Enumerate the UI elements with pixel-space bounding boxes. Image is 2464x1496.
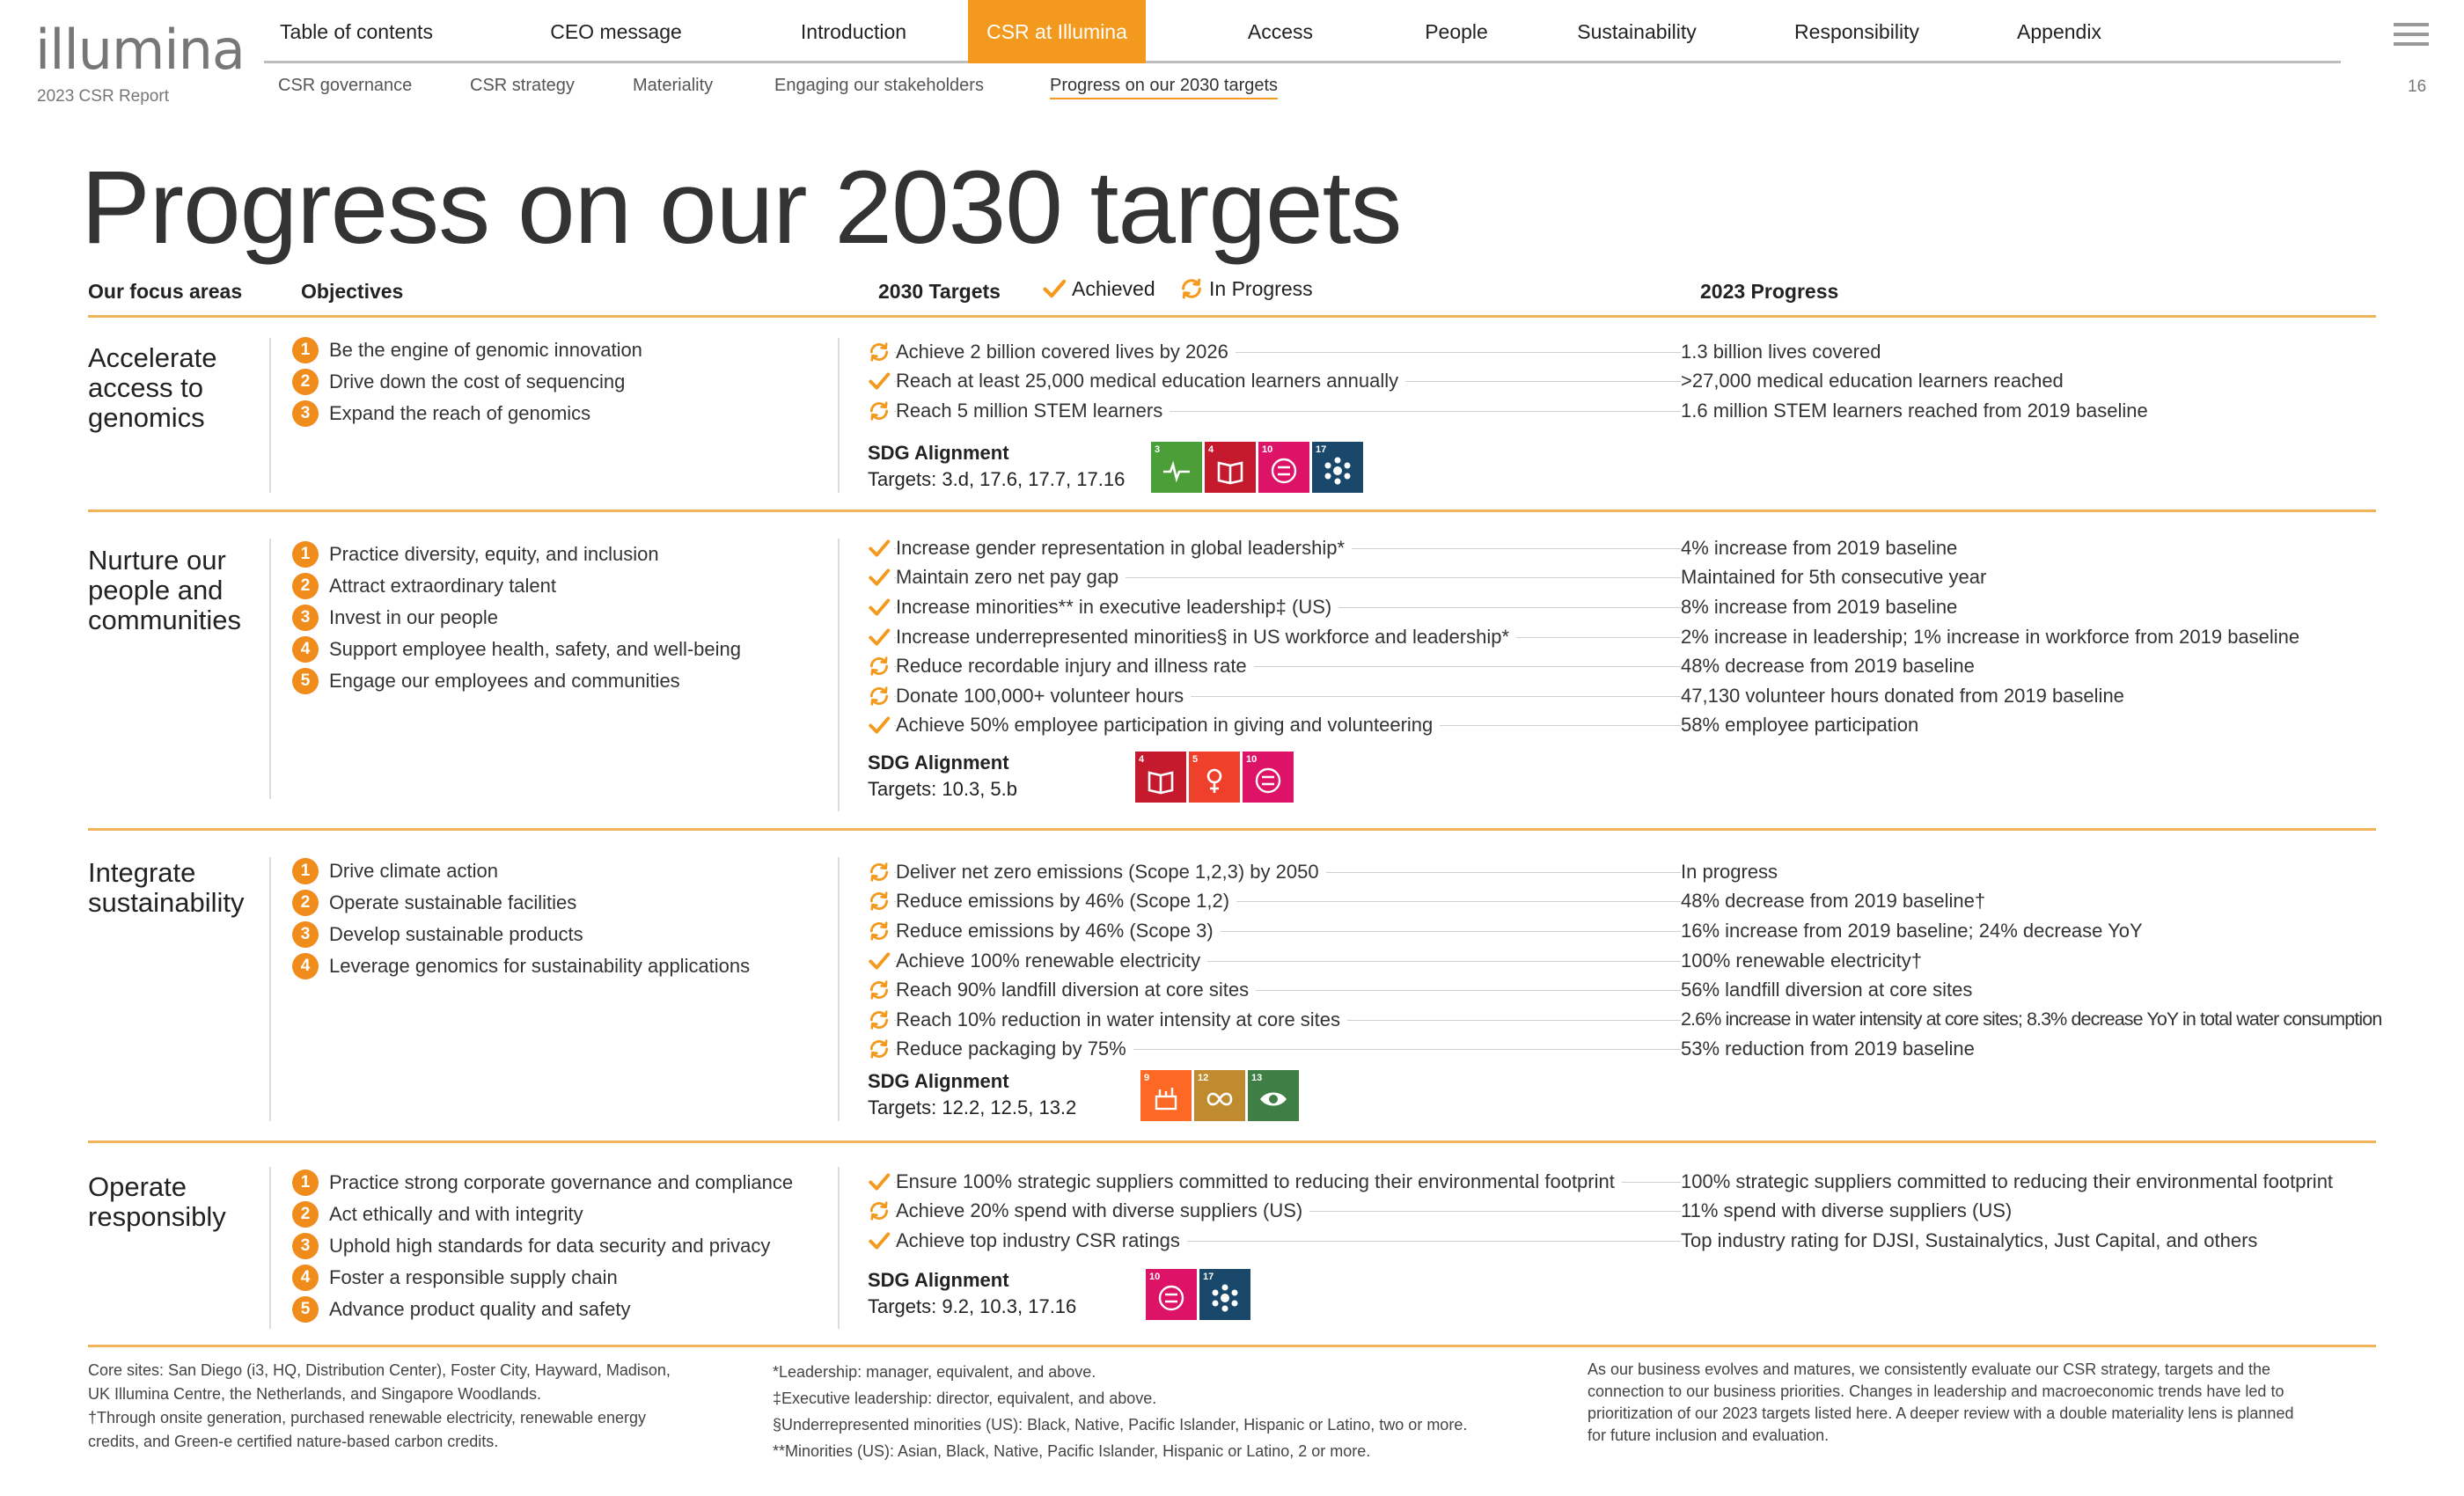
objective-item — [292, 570, 741, 602]
legend-achieved — [1042, 276, 1155, 301]
progress-text: >27,000 medical education learners reached — [1681, 370, 2064, 392]
check-icon — [868, 596, 891, 619]
sdg-goal-number: 17 — [1316, 444, 1327, 455]
check-icon — [868, 714, 891, 737]
progress-text: 16% increase from 2019 baseline; 24% decrease YoY — [1681, 919, 2143, 942]
targets-list — [868, 337, 2464, 426]
target-text: Reach at least 25,000 medical education learners annually — [896, 370, 1405, 392]
footnote-line: §Underrepresented minorities (US): Black, Native, Pacific Islander, Hispanic or Latino, two or more. — [773, 1416, 1468, 1434]
subtab-materiality[interactable]: Materiality — [633, 76, 714, 95]
objectives-list — [292, 334, 642, 429]
target-text: Achieve 50% employee participation in giving and volunteering — [896, 714, 1440, 737]
sdg-goal-4-icon — [1135, 752, 1186, 803]
progress-text: 100% strategic suppliers committed to reducing their environmental footprint — [1681, 1170, 2334, 1192]
progress-text: 1.6 million STEM learners reached from 2019 baseline — [1681, 399, 2148, 422]
progress-text: 48% decrease from 2019 baseline† — [1681, 890, 1986, 913]
refresh-icon — [868, 920, 891, 942]
number-badge: 1 — [292, 1170, 319, 1196]
sdg-icons — [1146, 1269, 1250, 1320]
number-badge: 2 — [292, 1201, 319, 1228]
focus-area-title: Integrate sustainability — [88, 857, 245, 918]
number-badge: 3 — [292, 400, 319, 427]
sdg-goal-10-icon — [1258, 442, 1309, 493]
footnote-line: †Through onsite generation, purchased renewable electricity, renewable energy — [88, 1409, 647, 1426]
report-label: 2023 CSR Report — [37, 87, 169, 106]
objective-text: Act ethically and with integrity — [329, 1203, 583, 1225]
subtab-progress-2030-targets[interactable]: Progress on our 2030 targets — [1050, 76, 1278, 99]
objective-item — [292, 1230, 793, 1262]
target-text: Maintain zero net pay gap — [896, 566, 1126, 589]
check-icon — [868, 566, 891, 589]
col-header-focus: Our focus areas — [88, 280, 243, 303]
target-row — [868, 1167, 2464, 1197]
target-row — [868, 367, 2464, 397]
target-row — [868, 622, 2464, 652]
footnote-line: As our business evolves and matures, we consistently evaluate our CSR strategy, targets and the — [1588, 1360, 2271, 1378]
target-row — [868, 533, 2464, 563]
refresh-icon — [868, 685, 891, 708]
footnote-definitions — [773, 1359, 1565, 1464]
sdg-equality-icon — [1253, 766, 1283, 796]
sdg-alignment — [868, 1070, 1076, 1119]
sdg-icons — [1151, 442, 1363, 493]
objective-text: Practice strong corporate governance and compliance — [329, 1171, 794, 1193]
target-text: Achieve 100% renewable electricity — [896, 950, 1207, 972]
objective-text: Support employee health, safety, and well-being — [329, 638, 741, 660]
objective-item — [292, 1199, 793, 1230]
objective-text: Advance product quality and safety — [329, 1298, 631, 1320]
footnote-evaluation — [1588, 1359, 2415, 1447]
sdg-goal-number: 10 — [1149, 1272, 1161, 1282]
objective-item — [292, 602, 741, 634]
refresh-icon — [868, 979, 891, 1001]
refresh-icon — [868, 1008, 891, 1031]
footnote-line: **Minorities (US): Asian, Black, Native, Pacific Islander, Hispanic or Latino, 2 or more. — [773, 1442, 1371, 1460]
tab-table-of-contents[interactable]: Table of contents — [280, 20, 433, 43]
target-row — [868, 681, 2464, 711]
target-text: Achieve 20% spend with diverse suppliers (US) — [896, 1199, 1309, 1222]
footnote-line: ‡Executive leadership: director, equivalent, and above. — [773, 1390, 1157, 1407]
target-row — [868, 857, 2464, 887]
number-badge: 5 — [292, 1296, 319, 1323]
sdg-icons — [1140, 1070, 1299, 1121]
check-icon — [868, 626, 891, 649]
footnote-line: for future inclusion and evaluation. — [1588, 1426, 1830, 1444]
sdg-goal-4-icon — [1205, 442, 1256, 493]
progress-text: 4% increase from 2019 baseline — [1681, 536, 1958, 559]
subtab-csr-strategy[interactable]: CSR strategy — [470, 76, 575, 95]
sdg-alignment — [868, 752, 1017, 801]
number-badge: 2 — [292, 573, 319, 599]
sdg-alignment-label: SDG Alignment — [868, 1269, 1009, 1291]
objective-text: Invest in our people — [329, 606, 499, 628]
target-row — [868, 975, 2464, 1005]
check-icon — [868, 537, 891, 560]
hamburger-menu-icon[interactable] — [2394, 23, 2429, 46]
refresh-icon — [868, 341, 891, 363]
number-badge: 5 — [292, 668, 319, 694]
column-rule — [269, 1167, 271, 1329]
objective-item — [292, 366, 642, 398]
column-rule — [838, 338, 840, 493]
target-row — [868, 1005, 2464, 1035]
footnote-line: Core sites: San Diego (i3, HQ, Distribution Center), Foster City, Hayward, Madison, — [88, 1361, 671, 1379]
refresh-icon — [868, 1038, 891, 1060]
target-row — [868, 887, 2464, 917]
refresh-icon — [1179, 276, 1204, 301]
tab-appendix[interactable]: Appendix — [2017, 20, 2101, 43]
check-icon — [868, 1229, 891, 1252]
legend-in-progress — [1179, 276, 1313, 301]
progress-text: 100% renewable electricity† — [1681, 949, 1922, 972]
col-header-targets: 2030 Targets — [878, 280, 1001, 303]
sdg-gender-icon — [1199, 766, 1229, 796]
target-text: Reach 5 million STEM learners — [896, 400, 1170, 422]
objective-item — [292, 919, 750, 950]
objective-item — [292, 634, 741, 665]
objective-item — [292, 334, 642, 366]
objective-text: Be the engine of genomic innovation — [329, 339, 642, 361]
top-navigation — [264, 0, 2341, 63]
sdg-equality-icon — [1269, 456, 1299, 486]
subtab-engaging-stakeholders[interactable]: Engaging our stakeholders — [774, 76, 984, 95]
page-number: 16 — [2408, 77, 2427, 96]
number-badge: 3 — [292, 921, 319, 948]
sdg-infinity-icon — [1205, 1084, 1235, 1114]
check-icon — [868, 370, 891, 392]
objective-item — [292, 398, 642, 429]
sdg-alignment-label: SDG Alignment — [868, 752, 1009, 774]
progress-text: 2% increase in leadership; 1% increase in workforce from 2019 baseline — [1681, 625, 2300, 648]
focus-area-title: Operate responsibly — [88, 1171, 226, 1232]
progress-text: 47,130 volunteer hours donated from 2019 baseline — [1681, 684, 2124, 707]
legend-in-progress-label: In Progress — [1209, 276, 1313, 300]
sdg-book-icon — [1146, 766, 1176, 796]
logo-wordmark: illumina — [35, 18, 245, 82]
column-rule — [838, 857, 840, 1121]
target-text: Achieve top industry CSR ratings — [896, 1229, 1187, 1252]
target-row — [868, 1226, 2464, 1256]
targets-list — [868, 857, 2464, 1064]
target-row — [868, 592, 2464, 622]
objective-text: Expand the reach of genomics — [329, 402, 591, 424]
objective-text: Leverage genomics for sustainability applications — [329, 955, 751, 977]
target-text: Achieve 2 billion covered lives by 2026 — [896, 341, 1236, 363]
target-row — [868, 711, 2464, 741]
sdg-goal-number: 17 — [1203, 1272, 1214, 1282]
target-text: Donate 100,000+ volunteer hours — [896, 685, 1191, 708]
footnote-line: UK Illumina Centre, the Netherlands, and Singapore Woodlands. — [88, 1385, 541, 1403]
progress-text: 58% employee participation — [1681, 714, 1919, 737]
progress-text: 53% reduction from 2019 baseline — [1681, 1038, 1975, 1060]
tab-responsibility[interactable]: Responsibility — [1794, 20, 1919, 43]
target-row — [868, 396, 2464, 426]
objectives-list — [292, 855, 750, 982]
refresh-icon — [868, 861, 891, 884]
objective-item — [292, 855, 750, 887]
progress-text: 2.6% increase in water intensity at core sites; 8.3% decrease YoY in total water consumption — [1681, 1008, 2382, 1030]
progress-text: 56% landfill diversion at core sites — [1681, 979, 1973, 1001]
column-rule — [838, 539, 840, 811]
check-icon — [868, 1170, 891, 1193]
focus-area-title: Accelerate access to genomics — [88, 342, 217, 433]
number-badge: 4 — [292, 1265, 319, 1291]
sdg-alignment — [868, 442, 1125, 491]
objectives-list — [292, 1167, 793, 1325]
sdg-goal-13-icon — [1248, 1070, 1299, 1121]
check-icon — [1042, 276, 1067, 301]
refresh-icon — [868, 1199, 891, 1222]
objectives-list — [292, 539, 741, 697]
sdg-industry-icon — [1151, 1084, 1181, 1114]
number-badge: 3 — [292, 605, 319, 631]
sub-navigation — [0, 76, 2464, 102]
progress-text: 8% increase from 2019 baseline — [1681, 595, 1958, 618]
sdg-goal-number: 3 — [1155, 444, 1161, 455]
objective-item — [292, 950, 750, 982]
target-row — [868, 651, 2464, 681]
sdg-goal-17-icon — [1312, 442, 1363, 493]
tab-people[interactable]: People — [1425, 20, 1488, 43]
objective-item — [292, 1294, 793, 1325]
target-text: Increase underrepresented minorities§ in US workforce and leadership* — [896, 626, 1516, 649]
objective-text: Attract extraordinary talent — [329, 575, 557, 597]
refresh-icon — [868, 400, 891, 422]
number-badge: 1 — [292, 337, 319, 363]
target-text: Reach 90% landfill diversion at core sites — [896, 979, 1256, 1001]
number-badge: 1 — [292, 858, 319, 884]
number-badge: 4 — [292, 953, 319, 979]
target-row — [868, 916, 2464, 946]
tab-sustainability[interactable]: Sustainability — [1577, 20, 1697, 43]
sdg-goal-12-icon — [1194, 1070, 1245, 1121]
target-text: Reach 10% reduction in water intensity at core sites — [896, 1008, 1347, 1031]
progress-text: In progress — [1681, 860, 1778, 883]
target-row — [868, 337, 2464, 367]
sdg-alignment-label: SDG Alignment — [868, 442, 1009, 464]
sdg-book-icon — [1215, 456, 1245, 486]
targets-list — [868, 1167, 2464, 1256]
objective-text: Foster a responsible supply chain — [329, 1266, 618, 1288]
progress-text: 11% spend with diverse suppliers (US) — [1681, 1199, 2013, 1222]
targets-list — [868, 533, 2464, 740]
sdg-goal-number: 4 — [1208, 444, 1214, 455]
refresh-icon — [868, 655, 891, 678]
divider — [88, 510, 2376, 512]
page-title: Progress on our 2030 targets — [81, 150, 1402, 266]
check-icon — [868, 950, 891, 972]
sdg-goal-5-icon — [1189, 752, 1240, 803]
sdg-targets: Targets: 3.d, 17.6, 17.7, 17.16 — [868, 468, 1126, 490]
column-rule — [269, 857, 271, 1121]
sdg-targets: Targets: 12.2, 12.5, 13.2 — [868, 1096, 1077, 1118]
objective-text: Practice diversity, equity, and inclusion — [329, 543, 659, 565]
divider — [88, 828, 2376, 831]
number-badge: 4 — [292, 636, 319, 663]
objective-item — [292, 1167, 793, 1199]
sdg-goal-17-icon — [1199, 1269, 1250, 1320]
sdg-goal-number: 5 — [1192, 754, 1199, 765]
tab-access[interactable]: Access — [1247, 20, 1314, 43]
sdg-targets: Targets: 9.2, 10.3, 17.16 — [868, 1295, 1077, 1317]
column-rule — [269, 539, 271, 799]
target-text: Ensure 100% strategic suppliers committed to reducing their environmental footprint — [896, 1170, 1622, 1193]
objective-text: Drive climate action — [329, 860, 498, 882]
target-row — [868, 1197, 2464, 1227]
sdg-goal-10-icon — [1243, 752, 1294, 803]
column-rule — [269, 338, 271, 493]
sdg-targets: Targets: 10.3, 5.b — [868, 778, 1017, 800]
objective-item — [292, 665, 741, 697]
sdg-alignment — [868, 1269, 1076, 1318]
target-text: Reduce recordable injury and illness rate — [896, 655, 1254, 678]
objective-text: Engage our employees and communities — [329, 670, 680, 692]
footnote-line: prioritization of our 2023 targets listed here. A deeper review with a double materiality lens is planned — [1588, 1404, 2294, 1422]
objective-item — [292, 539, 741, 570]
sdg-goal-number: 12 — [1198, 1073, 1209, 1083]
column-rule — [838, 1167, 840, 1329]
col-header-objectives: Objectives — [301, 280, 404, 303]
footnote-line: connection to our business priorities. Changes in leadership and macroeconomic trends have led to — [1588, 1382, 2284, 1400]
footnote-core-sites — [88, 1359, 792, 1454]
objective-item — [292, 1262, 793, 1294]
divider — [88, 315, 2376, 318]
progress-text: 1.3 billion lives covered — [1681, 340, 1881, 363]
target-text: Deliver net zero emissions (Scope 1,2,3) by 2050 — [896, 861, 1326, 884]
sdg-goal-number: 4 — [1139, 754, 1145, 765]
target-row — [868, 946, 2464, 976]
progress-text: Maintained for 5th consecutive year — [1681, 566, 1987, 589]
sdg-goal-number: 10 — [1262, 444, 1273, 455]
sdg-partnership-icon — [1210, 1283, 1240, 1313]
sdg-heart-pulse-icon — [1162, 456, 1192, 486]
number-badge: 1 — [292, 541, 319, 568]
tab-ceo-message[interactable]: CEO message — [550, 20, 682, 43]
tab-csr-at-illumina[interactable]: CSR at Illumina — [968, 0, 1146, 63]
sdg-goal-number: 10 — [1246, 754, 1258, 765]
divider — [88, 1345, 2376, 1347]
target-text: Reduce packaging by 75% — [896, 1038, 1133, 1060]
subtab-csr-governance[interactable]: CSR governance — [278, 76, 413, 95]
number-badge: 2 — [292, 890, 319, 916]
target-text: Reduce emissions by 46% (Scope 1,2) — [896, 890, 1236, 913]
progress-text: 48% decrease from 2019 baseline — [1681, 655, 1975, 678]
number-badge: 3 — [292, 1233, 319, 1259]
footnote-line: credits, and Green-e certified nature-based carbon credits. — [88, 1433, 499, 1450]
sdg-goal-10-icon — [1146, 1269, 1197, 1320]
target-row — [868, 1035, 2464, 1065]
focus-area-title: Nurture our people and communities — [88, 545, 241, 635]
sdg-eye-icon — [1258, 1084, 1288, 1114]
footnote-line: *Leadership: manager, equivalent, and above. — [773, 1363, 1096, 1381]
target-text: Reduce emissions by 46% (Scope 3) — [896, 920, 1221, 942]
sdg-alignment-label: SDG Alignment — [868, 1070, 1009, 1092]
objective-text: Drive down the cost of sequencing — [329, 370, 626, 392]
tab-introduction[interactable]: Introduction — [800, 20, 907, 43]
target-text: Increase gender representation in global leadership* — [896, 537, 1352, 560]
progress-text: Top industry rating for DJSI, Sustainalytics, Just Capital, and others — [1681, 1228, 2258, 1251]
objective-text: Develop sustainable products — [329, 923, 583, 945]
objective-text: Operate sustainable facilities — [329, 891, 577, 913]
objective-text: Uphold high standards for data security and privacy — [329, 1235, 771, 1257]
target-text: Increase minorities** in executive leadership‡ (US) — [896, 596, 1338, 619]
sdg-goal-number: 9 — [1144, 1073, 1150, 1083]
col-header-progress: 2023 Progress — [1700, 280, 1839, 303]
number-badge: 2 — [292, 369, 319, 395]
divider — [88, 1140, 2376, 1143]
objective-item — [292, 887, 750, 919]
sdg-goal-3-icon — [1151, 442, 1202, 493]
sdg-equality-icon — [1156, 1283, 1186, 1313]
sdg-goal-9-icon — [1140, 1070, 1192, 1121]
sdg-partnership-icon — [1323, 456, 1353, 486]
refresh-icon — [868, 890, 891, 913]
sdg-icons — [1135, 752, 1294, 803]
legend-achieved-label: Achieved — [1072, 276, 1155, 300]
target-row — [868, 563, 2464, 593]
sdg-goal-number: 13 — [1251, 1073, 1263, 1083]
